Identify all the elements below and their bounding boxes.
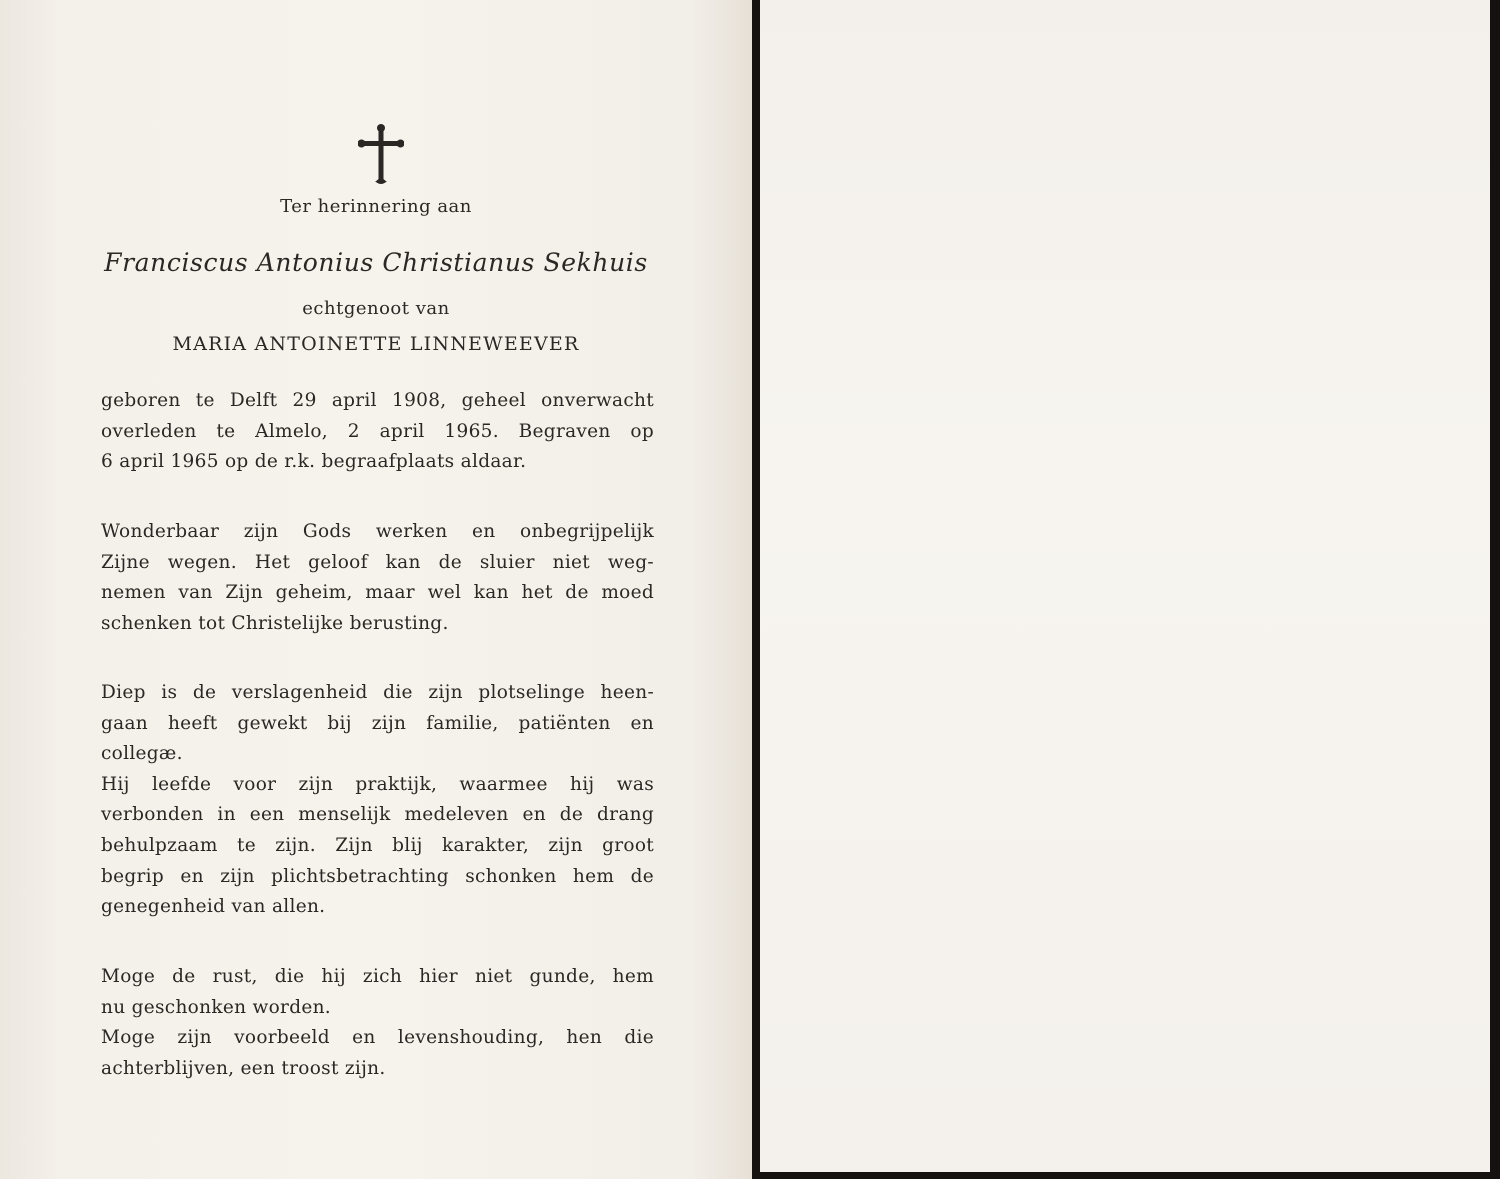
text-line: gaan heeft gewekt bij zijn familie, patiënten en [101,712,654,734]
text-line: genegenheid van allen. [101,896,326,918]
text-line: achterblijven, een troost zijn. [101,1057,386,1079]
text-line: collegæ. [101,743,183,765]
paragraph-prayer [101,962,654,1084]
text-line: Moge de rust, die hij zich hier niet gunde, hem [101,966,654,987]
card-right-panel [760,0,1500,1172]
text-line: 6 april 1965 op de r.k. begraafplaats aldaar. [101,451,527,473]
text-line: Hij leefde voor zijn praktijk, waarmee hij was [101,773,654,795]
paragraph-faith [101,517,654,639]
deceased-name: Franciscus Antonius Christianus Sekhuis [104,248,648,277]
spouse-name: MARIA ANTOINETTE LINNEWEEVER [172,333,580,355]
text-line: overleden te Almelo, 2 april 1965. Begraven op [101,420,654,442]
text-line: nemen van Zijn geheim, maar wel kan het de moed [101,582,654,604]
text-line: begrip en zijn plichtsbetrachting schonken hem de [101,865,654,887]
card-bottom-edge [760,1172,1500,1179]
text-line: behulpzaam te zijn. Zijn blij karakter, zijn groot [101,834,654,856]
text-line: Moge zijn voorbeeld en levenshouding, hen die [101,1027,654,1049]
text-line: Diep is de verslagenheid die zijn plotselinge heen- [101,682,654,703]
text-line: geboren te Delft 29 april 1908, geheel onverwacht [101,390,654,411]
text-line: Zijne wegen. Het geloof kan de sluier niet weg- [101,551,654,573]
text-line: nu geschonken worden. [101,996,331,1018]
remembrance-intro: Ter herinnering aan [280,196,472,217]
text-line: Wonderbaar zijn Gods werken en onbegrijpelijk [101,521,654,542]
spouse-intro: echtgenoot van [302,298,450,319]
card-fold [752,0,760,1179]
text-line: schenken tot Christelijke berusting. [101,612,449,634]
paragraph-character [101,678,654,923]
cross-icon [358,124,404,186]
paragraph-birth-death [101,386,654,478]
text-line: verbonden in een menselijk medeleven en de drang [101,804,654,826]
